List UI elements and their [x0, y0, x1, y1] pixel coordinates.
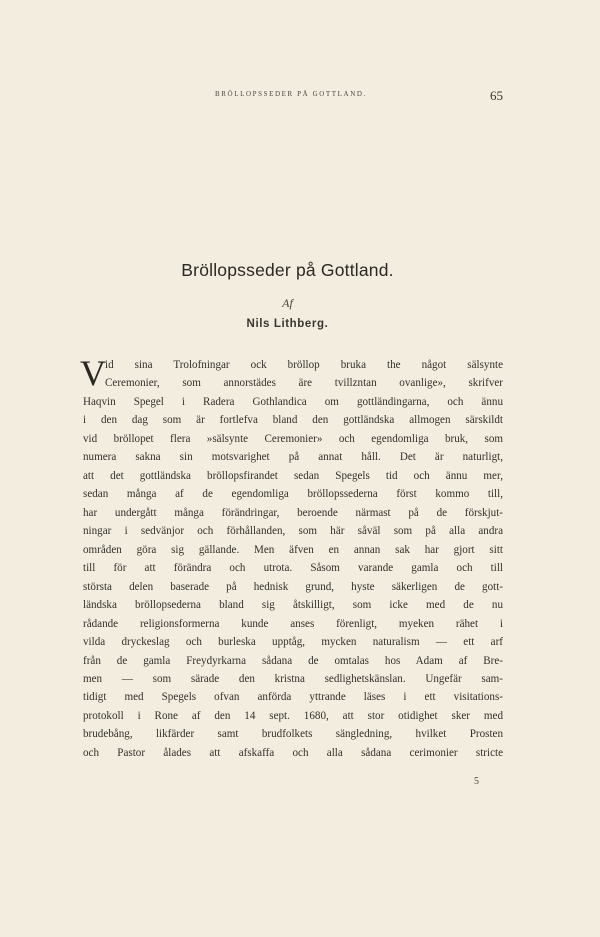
text-line: största delen baserade på hednisk grund, hyste säkerligen de gott-: [83, 580, 503, 593]
text-line: men — som särade den kristna sedlighetskänslan. Ungefär sam-: [83, 672, 503, 685]
text-line: att det gottländska bröllopsfirandet sedan Spegels tid och ännu mer,: [83, 469, 503, 482]
text-line: ningar i sedvänjor och förhållanden, som här såväl som på alla andra: [83, 525, 503, 538]
article-title: Bröllopsseder på Gottland.: [181, 260, 394, 280]
running-title: BRÖLLOPSSEDER PÅ GOTTLAND.: [215, 90, 367, 98]
text-line: i den dag som är fortlefva bland den gottländska allmogen särskildt: [83, 414, 503, 427]
text-line: från de gamla Freydyrkarna sådana de omtalas hos Adam af Bre-: [83, 654, 503, 667]
text-line: ländska bröllopsederna bland sig åtskilligt, som icke med de nu: [83, 599, 503, 612]
body-text: [83, 356, 503, 762]
byline-prefix: Af: [282, 296, 293, 310]
signature-mark: 5: [474, 776, 479, 787]
text-line: och Pastor ålades att afskaffa och alla sådana cerimonier stricte: [83, 746, 503, 759]
drop-cap: V: [80, 353, 106, 393]
running-head: [0, 88, 600, 104]
text-line: tidigt med Spegels ofvan anförda yttrande läses i ett visitations-: [83, 691, 503, 704]
text-line: Ceremonier, som annorstädes äre tvillzntan ovanlige», skrifver: [105, 377, 503, 390]
text-line: områden göra sig gällande. Men äfven en annan sak har gjort sitt: [83, 543, 503, 556]
text-line: vid bröllopet flera »sälsynte Ceremonier» och egendomliga bruk, som: [83, 432, 503, 445]
text-line: numera sakna sin motsvarighet på annat håll. Det är naturligt,: [83, 451, 503, 464]
author-name: Nils Lithberg.: [246, 318, 329, 330]
text-line: har undergått många förändringar, beroende närmast på de förskjut-: [83, 506, 503, 519]
text-line: id sina Trolofningar ock bröllop bruka the något sälsynte: [105, 359, 503, 371]
text-line: rådande religionsformerna kunde anses förenligt, myeken rähet i: [83, 617, 503, 630]
text-line: till för att förändra och utrota. Såsom varande gamla och till: [83, 562, 503, 575]
text-line: brudebång, likfärder samt brudfolkets sängledning, hvilket Prosten: [83, 728, 503, 741]
text-line: vilda dryckeslag och burleska upptåg, mycken naturalism — ett arf: [83, 636, 503, 649]
text-line: protokoll i Rone af den 14 sept. 1680, att stor otidighet sker med: [83, 709, 503, 722]
page-number: 65: [490, 88, 503, 103]
text-line: Haqvin Spegel i Radera Gothlandica om gottländingarna, och ännu: [83, 395, 503, 408]
text-line: sedan många af de egendomliga bröllopssederna först kommo till,: [83, 488, 503, 501]
